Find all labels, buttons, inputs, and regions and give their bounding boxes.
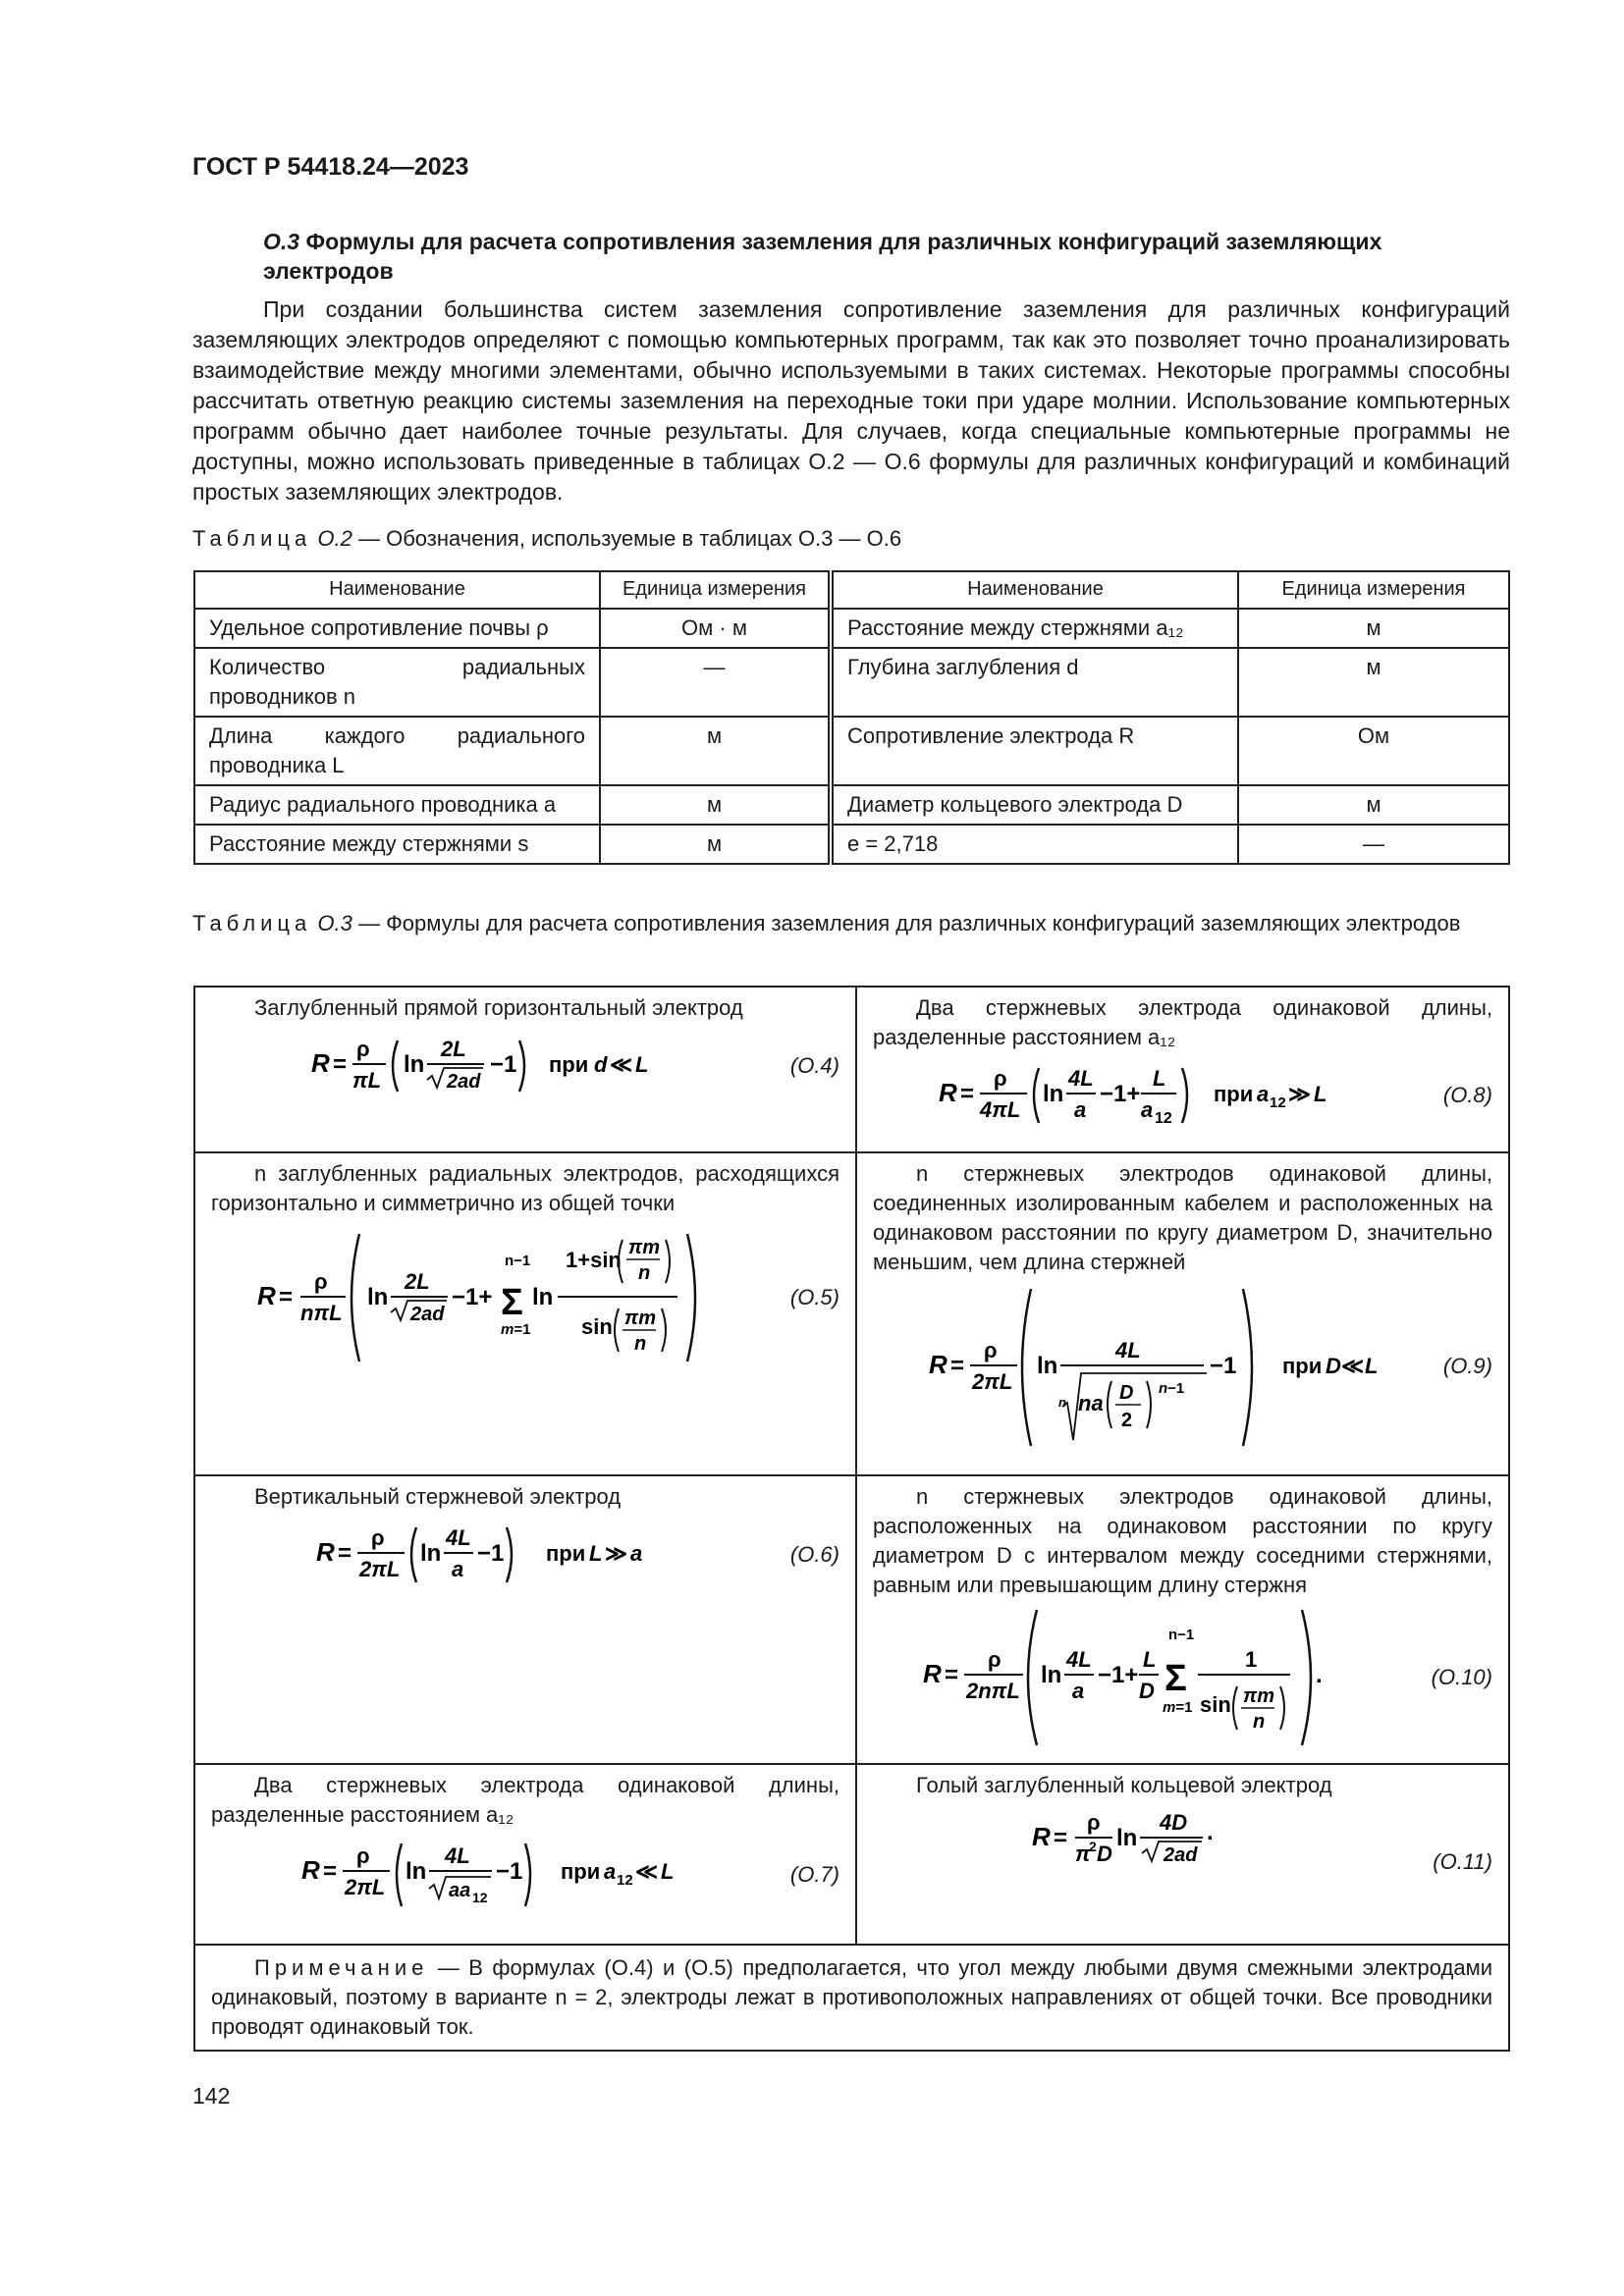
table-cell: Расстояние между стержнями a₁₂ [831,609,1238,648]
svg-text:aa: aa [448,1880,471,1901]
equation-number: (О.11) [1433,1849,1492,1874]
svg-text:12: 12 [616,1872,633,1889]
svg-text:sin: sin [580,1314,613,1339]
formula-o7 [299,1834,692,1916]
table-row [194,1945,1509,2051]
svg-text:=: = [950,1353,965,1379]
svg-text:ρ: ρ [984,1338,999,1362]
svg-text:ρ: ρ [1087,1810,1101,1835]
formula-cell-o6 [194,1475,856,1764]
formula-o11 [1030,1804,1266,1883]
svg-text:−1+: −1+ [1100,1081,1141,1107]
table-header-row [194,571,1509,609]
section-title-text: Формулы для расчета сопротивления заземления для различных конфигураций заземляющих электродов [263,229,1382,284]
svg-text:2ad: 2ad [1164,1844,1198,1866]
svg-text:L: L [1314,1082,1327,1106]
svg-text:ln: ln [403,1051,425,1078]
svg-text:при: при [560,1859,601,1884]
svg-text:πm: πm [1243,1685,1275,1707]
table-cell: Расстояние между стержнями s [194,825,600,864]
svg-text:=: = [278,1284,293,1310]
equation-number: (О.4) [789,1053,839,1078]
svg-text:4D: 4D [1160,1810,1188,1835]
equation-number: (О.5) [789,1285,839,1309]
table-cell: Длина каждого радиального проводника L [194,717,600,785]
svg-text:ln: ln [366,1284,389,1310]
note-label: Примечание [254,1955,429,1980]
svg-text:при: при [548,1052,589,1077]
formula-description: Голый заглубленный кольцевой электрод [916,1773,1332,1797]
table-row [194,825,1509,864]
svg-text:Σ: Σ [500,1282,523,1323]
section-title [263,227,1510,286]
formula-description: Заглубленный прямой горизонтальный электрод [254,995,743,1020]
table-row [194,648,1509,717]
svg-text:ln: ln [419,1540,442,1567]
svg-text:ln: ln [1116,1825,1138,1851]
svg-text:≪: ≪ [609,1052,632,1077]
svg-text:при: при [545,1541,586,1566]
svg-text:2L: 2L [404,1269,430,1294]
svg-text:4πL: 4πL [980,1097,1021,1122]
svg-text:ln: ln [1041,1662,1062,1688]
svg-text:R: R [939,1078,958,1107]
svg-text:a: a [603,1859,617,1884]
column-header: Единица измерения [1238,571,1509,609]
svg-text:=: = [332,1051,347,1078]
table-cell: м [600,785,831,825]
table-row [194,1764,1509,1945]
table-cell: — [1238,825,1509,864]
svg-text:πm: πm [627,1237,660,1258]
svg-text:1: 1 [1245,1647,1258,1672]
svg-text:−1: −1 [1210,1353,1237,1379]
svg-text:при: при [1214,1082,1254,1106]
formula-o8 [937,1056,1369,1135]
svg-text:R: R [256,1281,276,1310]
document-code: ГОСТ Р 54418.24—2023 [192,153,469,181]
svg-text:D: D [1326,1354,1342,1378]
svg-text:2πL: 2πL [358,1557,401,1581]
svg-text:4L: 4L [1068,1066,1095,1091]
formula-cell-o5 [194,1152,856,1475]
svg-text:ln: ln [405,1858,427,1885]
intro-paragraph: При создании большинства систем заземления сопротивление заземления для различных конфигураций заземляющих электродов определяют с помощью компьютерных программ, так как это позволяет точно проанализировать взаимодействие между многими элементами, обычно используемыми в таких системах. Некоторые программы способны рассчитать ответную реакцию системы заземления на переходные токи при ударе молнии. Использование компьютерных программ обычно дает наиболее точные результаты. Для случаев, когда специальные компьютерные программы не доступны, можно использовать приведенные в таблицах О.2 — О.6 формулы для различных конфигураций и комбинаций простых заземляющих электродов. [192,296,1510,505]
table-cell: Количество радиальных проводников n [194,648,600,717]
table-cell: — [600,648,831,717]
svg-text:L: L [634,1052,649,1077]
svg-text:D: D [1119,1382,1134,1404]
table-row [194,785,1509,825]
svg-text:R: R [315,1537,335,1567]
column-header: Наименование [194,571,600,609]
table-cell: Сопротивление электрода R [831,717,1238,785]
equation-number: (О.10) [1431,1665,1492,1689]
table-cell: м [600,717,831,785]
equation-number: (О.7) [789,1862,839,1887]
svg-text:12: 12 [1155,1110,1173,1127]
svg-text:ρ: ρ [370,1525,385,1550]
formula-o5 [255,1224,736,1371]
table-cell: e = 2,718 [831,825,1238,864]
page-number: 142 [192,2083,231,2109]
svg-text:4L: 4L [444,1843,470,1868]
svg-text:L: L [1143,1647,1157,1672]
svg-text:nπL: nπL [299,1301,343,1325]
svg-text:ln: ln [1043,1081,1064,1107]
svg-text:D: D [1097,1842,1113,1866]
svg-text:m=1: m=1 [1163,1699,1193,1716]
formula-cell-o4 [194,987,856,1152]
table-cell: м [600,825,831,864]
table-cell: м [1238,785,1509,825]
svg-text:ln: ln [531,1284,554,1310]
svg-text:sin: sin [1200,1692,1232,1717]
svg-text:n: n [1058,1395,1067,1410]
table-cell: Удельное сопротивление почвы ρ [194,609,600,648]
svg-text:d: d [593,1052,608,1077]
svg-text:a: a [1257,1082,1270,1106]
table-cell: Ом · м [600,609,831,648]
column-header: Наименование [831,571,1238,609]
svg-text:na: na [1078,1391,1105,1415]
svg-text:≫: ≫ [1288,1082,1312,1106]
svg-text:a: a [629,1541,643,1566]
svg-text:R: R [300,1855,320,1885]
equation-number: (О.9) [1442,1354,1492,1378]
svg-text:L: L [660,1859,675,1884]
table-row [194,987,1509,1152]
svg-text:L: L [588,1541,603,1566]
svg-text:ρ: ρ [313,1269,328,1294]
svg-text:12: 12 [1270,1095,1287,1111]
svg-text:2ad: 2ad [409,1304,445,1325]
svg-text:n: n [633,1333,647,1355]
section-number: О.3 [263,229,300,254]
svg-text:≪: ≪ [1341,1354,1365,1378]
svg-text:−1: −1 [476,1540,505,1567]
svg-text:m=1: m=1 [500,1321,531,1338]
equation-number: (О.8) [1442,1083,1492,1107]
formula-description: n заглубленных радиальных электродов, расходящихся горизонтально и симметрично из общей точки [211,1161,839,1215]
svg-text:1+sin: 1+sin [565,1248,622,1272]
table-row [194,717,1509,785]
svg-text:n: n [637,1262,651,1284]
svg-text:R: R [923,1659,943,1688]
svg-text:R: R [310,1048,330,1078]
svg-text:D: D [1139,1679,1156,1703]
svg-text:≫: ≫ [604,1541,627,1566]
svg-text:≪: ≪ [634,1859,658,1884]
svg-text:L: L [1365,1354,1379,1378]
svg-text:.: . [1207,1819,1214,1845]
svg-text:−1: −1 [495,1858,523,1885]
svg-text:2: 2 [1121,1410,1133,1431]
formula-o4 [309,1027,682,1105]
table-cell: м [1238,648,1509,717]
svg-text:L: L [1153,1066,1166,1091]
svg-text:−1: −1 [489,1051,517,1078]
formula-o10 [921,1604,1373,1751]
svg-text:=: = [960,1081,975,1107]
formula-description: n стержневых электродов одинаковой длины, соединенных изолированным кабелем и расположенных на одинаковом расстоянии по кругу диаметром D, значительно меньшим, чем длина стержней [873,1161,1492,1274]
svg-text:π: π [1075,1842,1091,1866]
svg-text:.: . [1316,1662,1323,1688]
table-note [194,1945,1509,2051]
svg-text:ρ: ρ [988,1647,1001,1672]
svg-text:ρ: ρ [355,1037,370,1061]
svg-text:n−1: n−1 [1168,1627,1195,1643]
svg-text:=: = [337,1540,352,1567]
svg-text:при: при [1282,1354,1323,1378]
formula-cell-o10 [856,1475,1509,1764]
svg-text:n−1: n−1 [1159,1380,1185,1397]
table-cell: Радиус радиального проводника a [194,785,600,825]
svg-text:2L: 2L [440,1037,466,1061]
table-o3-caption: Таблица О.3 — Формулы для расчета сопротивления заземления для различных конфигураций заземляющих электродов [192,911,1461,935]
svg-text:=: = [945,1662,959,1688]
svg-text:2: 2 [1089,1839,1097,1854]
svg-text:2πL: 2πL [972,1369,1013,1394]
svg-text:2ad: 2ad [446,1071,481,1093]
table-row [194,1475,1509,1764]
table-o2 [193,570,1510,865]
svg-text:a: a [1074,1097,1087,1122]
formula-description: Два стержневых электрода одинаковой длины, разделенные расстоянием a₁₂ [211,1773,839,1827]
table-row [194,609,1509,648]
svg-text:πm: πm [623,1308,656,1329]
svg-text:ρ: ρ [994,1066,1008,1091]
svg-text:2nπL: 2nπL [966,1679,1021,1703]
table-cell: Ом [1238,717,1509,785]
formula-cell-o7 [194,1764,856,1945]
svg-text:−1+: −1+ [451,1284,493,1310]
svg-text:4L: 4L [1115,1338,1142,1362]
table-cell: Глубина заглубления d [831,648,1238,717]
svg-text:a: a [1072,1679,1085,1703]
formula-cell-o9 [856,1152,1509,1475]
svg-text:a: a [1141,1097,1154,1122]
svg-text:n: n [1253,1711,1266,1733]
table-cell: Диаметр кольцевого электрода D [831,785,1238,825]
svg-text:=: = [1054,1825,1068,1851]
table-cell: м [1238,609,1509,648]
table-o3 [193,986,1510,2052]
table-row [194,1152,1509,1475]
equation-number: (О.6) [789,1542,839,1567]
formula-description: n стержневых электродов одинаковой длины, расположенных на одинаковом расстоянии по кругу диаметром D с интервалом между соседними стержнями, равным или превышающим длину стержня [873,1484,1492,1597]
formula-cell-o11 [856,1764,1509,1945]
svg-text:n−1: n−1 [504,1253,531,1269]
svg-text:12: 12 [471,1890,488,1905]
svg-text:πL: πL [352,1068,382,1093]
svg-text:R: R [1032,1822,1051,1851]
svg-text:a: a [451,1557,464,1581]
svg-text:4L: 4L [1066,1647,1092,1672]
svg-text:Σ: Σ [1164,1658,1188,1699]
svg-text:ln: ln [1037,1353,1058,1379]
svg-text:4L: 4L [445,1525,471,1550]
svg-text:ρ: ρ [355,1843,370,1868]
formula-description: Два стержневых электрода одинаковой длины, разделенные расстоянием a₁₂ [873,995,1492,1049]
note-text: — В формулах (О.4) и (О.5) предполагается, что угол между любыми двумя смежными электродами одинаковый, поэтому в варианте n = 2, электроды лежат в противоположных направлениях от общей точки. Все проводники проводят одинаковый ток. [211,1955,1492,2039]
column-header: Единица измерения [600,571,831,609]
formula-o6 [314,1516,677,1594]
svg-text:−1+: −1+ [1098,1662,1139,1688]
formula-o9 [927,1283,1379,1450]
svg-text:R: R [929,1350,948,1379]
svg-text:=: = [322,1858,337,1885]
svg-text:2πL: 2πL [344,1875,386,1899]
formula-cell-o8 [856,987,1509,1152]
table-o2-caption: Таблица О.2 — Обозначения, используемые в таблицах О.3 — О.6 [192,526,902,551]
formula-description: Вертикальный стержневой электрод [254,1484,622,1509]
